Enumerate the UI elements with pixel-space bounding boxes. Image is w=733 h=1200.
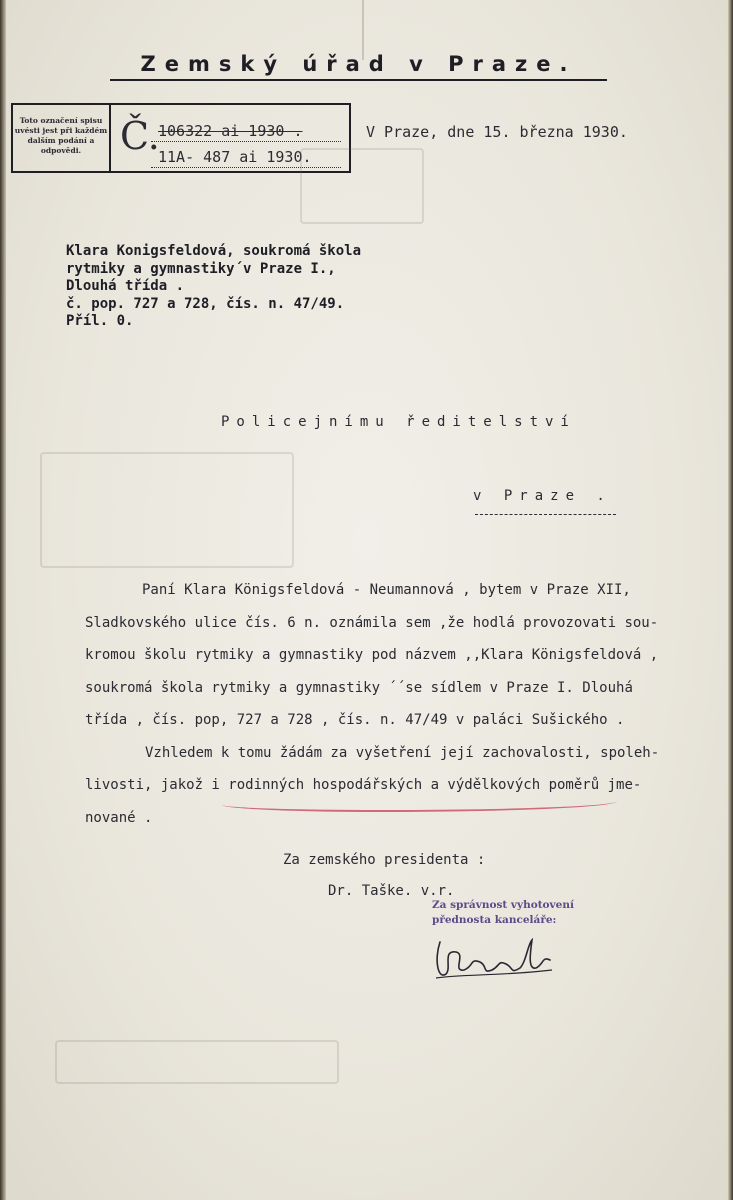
handwritten-signature [432, 930, 562, 990]
body-line: kromou školu rytmiky a gymnastiky pod názvem ,,Klara Königsfeldová , [85, 647, 659, 663]
office-header: Zemský úřad v Praze. [140, 52, 577, 76]
stamp-line: Za správnost vyhotovení [432, 899, 574, 911]
reference-number-1: 106322 ai 1930 . [158, 122, 303, 140]
faded-stamp [40, 452, 294, 568]
address-line: Příl. 0. [66, 313, 134, 329]
recipient-rule [475, 514, 616, 515]
body-line: třída , čís. pop, 727 a 728 , čís. n. 47/49 v paláci Sušického . [85, 712, 625, 728]
faded-stamp [55, 1040, 339, 1084]
certification-stamp [432, 898, 574, 928]
stamp-line: přednosta kanceláře: [432, 914, 557, 926]
sender-address [66, 243, 361, 331]
signature-name: Dr. Taške. v.r. [328, 883, 455, 899]
recipient-city: v Praze . [473, 488, 612, 504]
body-line: Sladkovského ulice čís. 6 n. oznámila sem ,že hodlá provozovati sou- [85, 614, 659, 631]
address-line: Klara Konigsfeldová, soukromá škola [66, 243, 362, 259]
page-right-edge [728, 0, 733, 1200]
address-line: Dlouhá třída . [66, 278, 185, 294]
body-line: Vzhledem k tomu žádám za vyšetření její zachovalosti, spoleh- [145, 744, 660, 761]
reference-c-mark: Č. [120, 114, 160, 158]
address-line: rytmiky a gymnastiky´v Praze I., [66, 260, 336, 277]
body-line: soukromá škola rytmiky a gymnastiky ´´se sídlem v Praze I. Dlouhá [85, 679, 633, 696]
date-line: V Praze, dne 15. března 1930. [366, 123, 628, 141]
body-line: livosti, jakož i rodinných hospodářských a výdělkových poměrů jme- [85, 777, 642, 793]
header-rule [110, 79, 607, 81]
body-line: Paní Klara Königsfeldová - Neumannová , bytem v Praze XII, [142, 582, 631, 598]
body-line: nované . [85, 809, 153, 826]
page-left-edge [0, 0, 6, 1200]
signature-title: Za zemského presidenta : [283, 852, 486, 868]
recipient-name: Policejnímu ředitelství [221, 414, 576, 430]
reference-number-2: 11A- 487 ai 1930. [158, 148, 312, 166]
reference-dotted-line [151, 141, 341, 142]
faded-stamp [300, 148, 424, 224]
reference-note: Toto označení spisu uvésti jest při každém dalším podání a odpovědi. [13, 105, 111, 171]
address-line: č. pop. 727 a 728, čís. n. 47/49. [66, 295, 345, 312]
page-fold [362, 0, 364, 60]
